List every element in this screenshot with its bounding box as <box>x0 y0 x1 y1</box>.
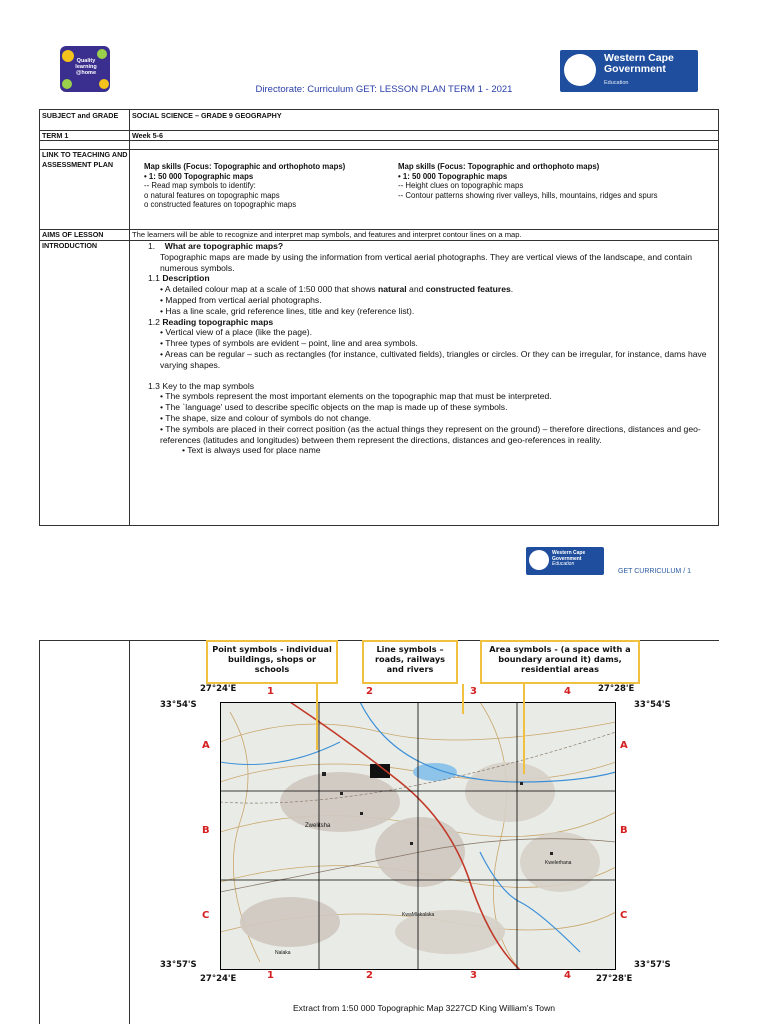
introduction-content <box>132 241 717 456</box>
lon-right-bottom: 27°28'E <box>596 974 633 984</box>
crest-icon <box>529 550 549 570</box>
plan-right-title: Map skills (Focus: Topographic and orthophoto maps) <box>398 162 600 171</box>
s13-title: 1.3 Key to the map symbols <box>148 380 255 391</box>
footer-page-label: GET CURRICULUM / 1 <box>618 568 691 575</box>
logo-sub: Education <box>604 80 629 86</box>
lat-bottom-right: 33°57'S <box>634 960 671 970</box>
s11-num: 1.1 <box>148 273 160 284</box>
callout-point-symbols: Point symbols - individual buildings, shops or schools <box>206 640 338 684</box>
subject-label: SUBJECT and GRADE <box>42 111 119 120</box>
place-name: Zwelitsha <box>305 823 331 829</box>
s11-b1c: and <box>406 284 426 295</box>
lon-right-top: 27°28'E <box>598 684 635 694</box>
link-plan-right <box>398 162 708 200</box>
plan-right-line: -- Contour patterns showing river valleys, hills, mountains, ridges and spurs <box>398 190 658 200</box>
plan-left-title: Map skills (Focus: Topographic and orthophoto maps) <box>144 162 346 171</box>
term-value: Week 5-6 <box>132 131 164 140</box>
directorate-title: Directorate: Curriculum GET: LESSON PLAN TERM 1 - 2021 <box>255 84 513 95</box>
row-label: B <box>202 825 210 836</box>
row-label: A <box>620 740 628 751</box>
s11-b3: • Has a line scale, grid reference lines, title and key (reference list). <box>160 305 415 316</box>
topographic-map-image <box>220 702 616 970</box>
s11-b1b: natural <box>378 284 407 295</box>
lat-bottom-left: 33°57'S <box>160 960 197 970</box>
crest-icon <box>564 54 596 86</box>
footer-logo-line1: Western Cape <box>552 550 586 556</box>
place-name: Kwelerhana <box>545 860 572 866</box>
logo-line1: Western Cape <box>604 52 674 64</box>
s12-b1: • Vertical view of a place (like the page). <box>160 327 313 338</box>
q-text: Topographic maps are made by using the information from vertical aerial photographs. They are vertical views of the landscape, and contain numerous symbols. <box>160 251 692 273</box>
s11-b1e: . <box>510 284 514 295</box>
place-name: Nalaka <box>275 950 291 956</box>
intro-label: INTRODUCTION <box>42 241 98 250</box>
plan-left-line: o natural features on topographic maps <box>144 190 280 200</box>
lat-top-left: 33°54'S <box>160 700 197 710</box>
q-title: What are topographic maps? <box>164 241 284 251</box>
s12-title: Reading topographic maps <box>162 316 274 327</box>
term-label: TERM 1 <box>42 131 69 140</box>
map-caption: Extract from 1:50 000 Topographic Map 3227CD King William's Town <box>292 1003 556 1013</box>
footer-logo <box>526 547 604 575</box>
col-label: 2 <box>366 970 373 981</box>
row-label: C <box>620 910 628 921</box>
callout-area-symbols: Area symbols - (a space with a boundary around it) dams, residential areas <box>480 640 640 684</box>
footer-logo-line2: Government <box>552 555 582 562</box>
s11-b1a: • A detailed colour map at a scale of 1:50 000 that shows <box>160 284 378 295</box>
footer-logo-line3: Education <box>552 561 575 567</box>
callout-line-symbols: Line symbols – roads, railways and rivers <box>362 640 458 684</box>
plan-right-line: -- Height clues on topographic maps <box>398 181 524 190</box>
row-label: C <box>202 910 210 921</box>
q-num: 1. <box>148 241 156 251</box>
col-label: 2 <box>366 686 373 697</box>
subject-value: SOCIAL SCIENCE – GRADE 9 GEOGRAPHY <box>132 111 282 120</box>
plan-right-sub: • 1: 50 000 Topographic maps <box>398 171 508 181</box>
plan-left-line: o constructed features on topographic maps <box>144 200 297 209</box>
place-name: KwaMlakalaka <box>402 912 435 918</box>
s11-title: Description <box>162 273 210 284</box>
lat-top-right: 33°54'S <box>634 700 671 710</box>
logo-line2: Government <box>604 63 666 75</box>
col-label: 1 <box>267 686 274 697</box>
topographic-map-figure <box>140 640 700 1000</box>
s11-b1d: constructed features <box>425 284 511 295</box>
lon-left-top: 27°24'E <box>200 684 237 694</box>
s13-b3: • The shape, size and colour of symbols do not change. <box>160 412 372 423</box>
col-label: 3 <box>470 970 477 981</box>
lon-left-bottom: 27°24'E <box>200 974 237 984</box>
s12-b3: • Areas can be regular – such as rectangles (for instance, cultivated fields), triangles or circles. Or they can be irregular, for instance, dams have varying shapes. <box>160 348 707 370</box>
aims-label: AIMS OF LESSON <box>42 230 104 239</box>
s12-b2: • Three types of symbols are evident – point, line and area symbols. <box>160 338 418 349</box>
plan-left-line: -- Read map symbols to identify: <box>144 181 256 190</box>
col-label: 3 <box>470 686 477 697</box>
col-label: 1 <box>267 970 274 981</box>
s13-b4: • The symbols are placed in their correct position (as the actual things they represent on the ground) – therefore directions, distances and geo-references (latitudes and longitudes) between them represent the directions, distances and geo-references in reality. <box>160 423 701 445</box>
s13-b1: • The symbols represent the most important elements on the topographic map that must be interpreted. <box>160 391 552 402</box>
s13-b2: • The `language' used to describe specific objects on the map is made up of these symbols. <box>160 402 508 413</box>
s12-num: 1.2 <box>148 316 160 327</box>
row-label: A <box>202 740 210 751</box>
s13-b5: • Text is always used for place name <box>182 445 321 456</box>
link-label: LINK TO TEACHING AND ASSESSMENT PLAN <box>42 150 128 169</box>
logo-text: Quality learning @home <box>75 58 97 76</box>
lesson-plan-table <box>39 109 719 526</box>
col-label: 4 <box>564 970 571 981</box>
aims-value: The learners will be able to recognize and interpret map symbols, and features and interpret contour lines on a map. <box>132 230 522 239</box>
link-plan-left <box>144 162 384 210</box>
plan-left-sub: • 1: 50 000 Topographic maps <box>144 171 254 181</box>
col-label: 4 <box>564 686 571 697</box>
row-label: B <box>620 825 628 836</box>
s11-b2: • Mapped from vertical aerial photographs. <box>160 294 322 305</box>
